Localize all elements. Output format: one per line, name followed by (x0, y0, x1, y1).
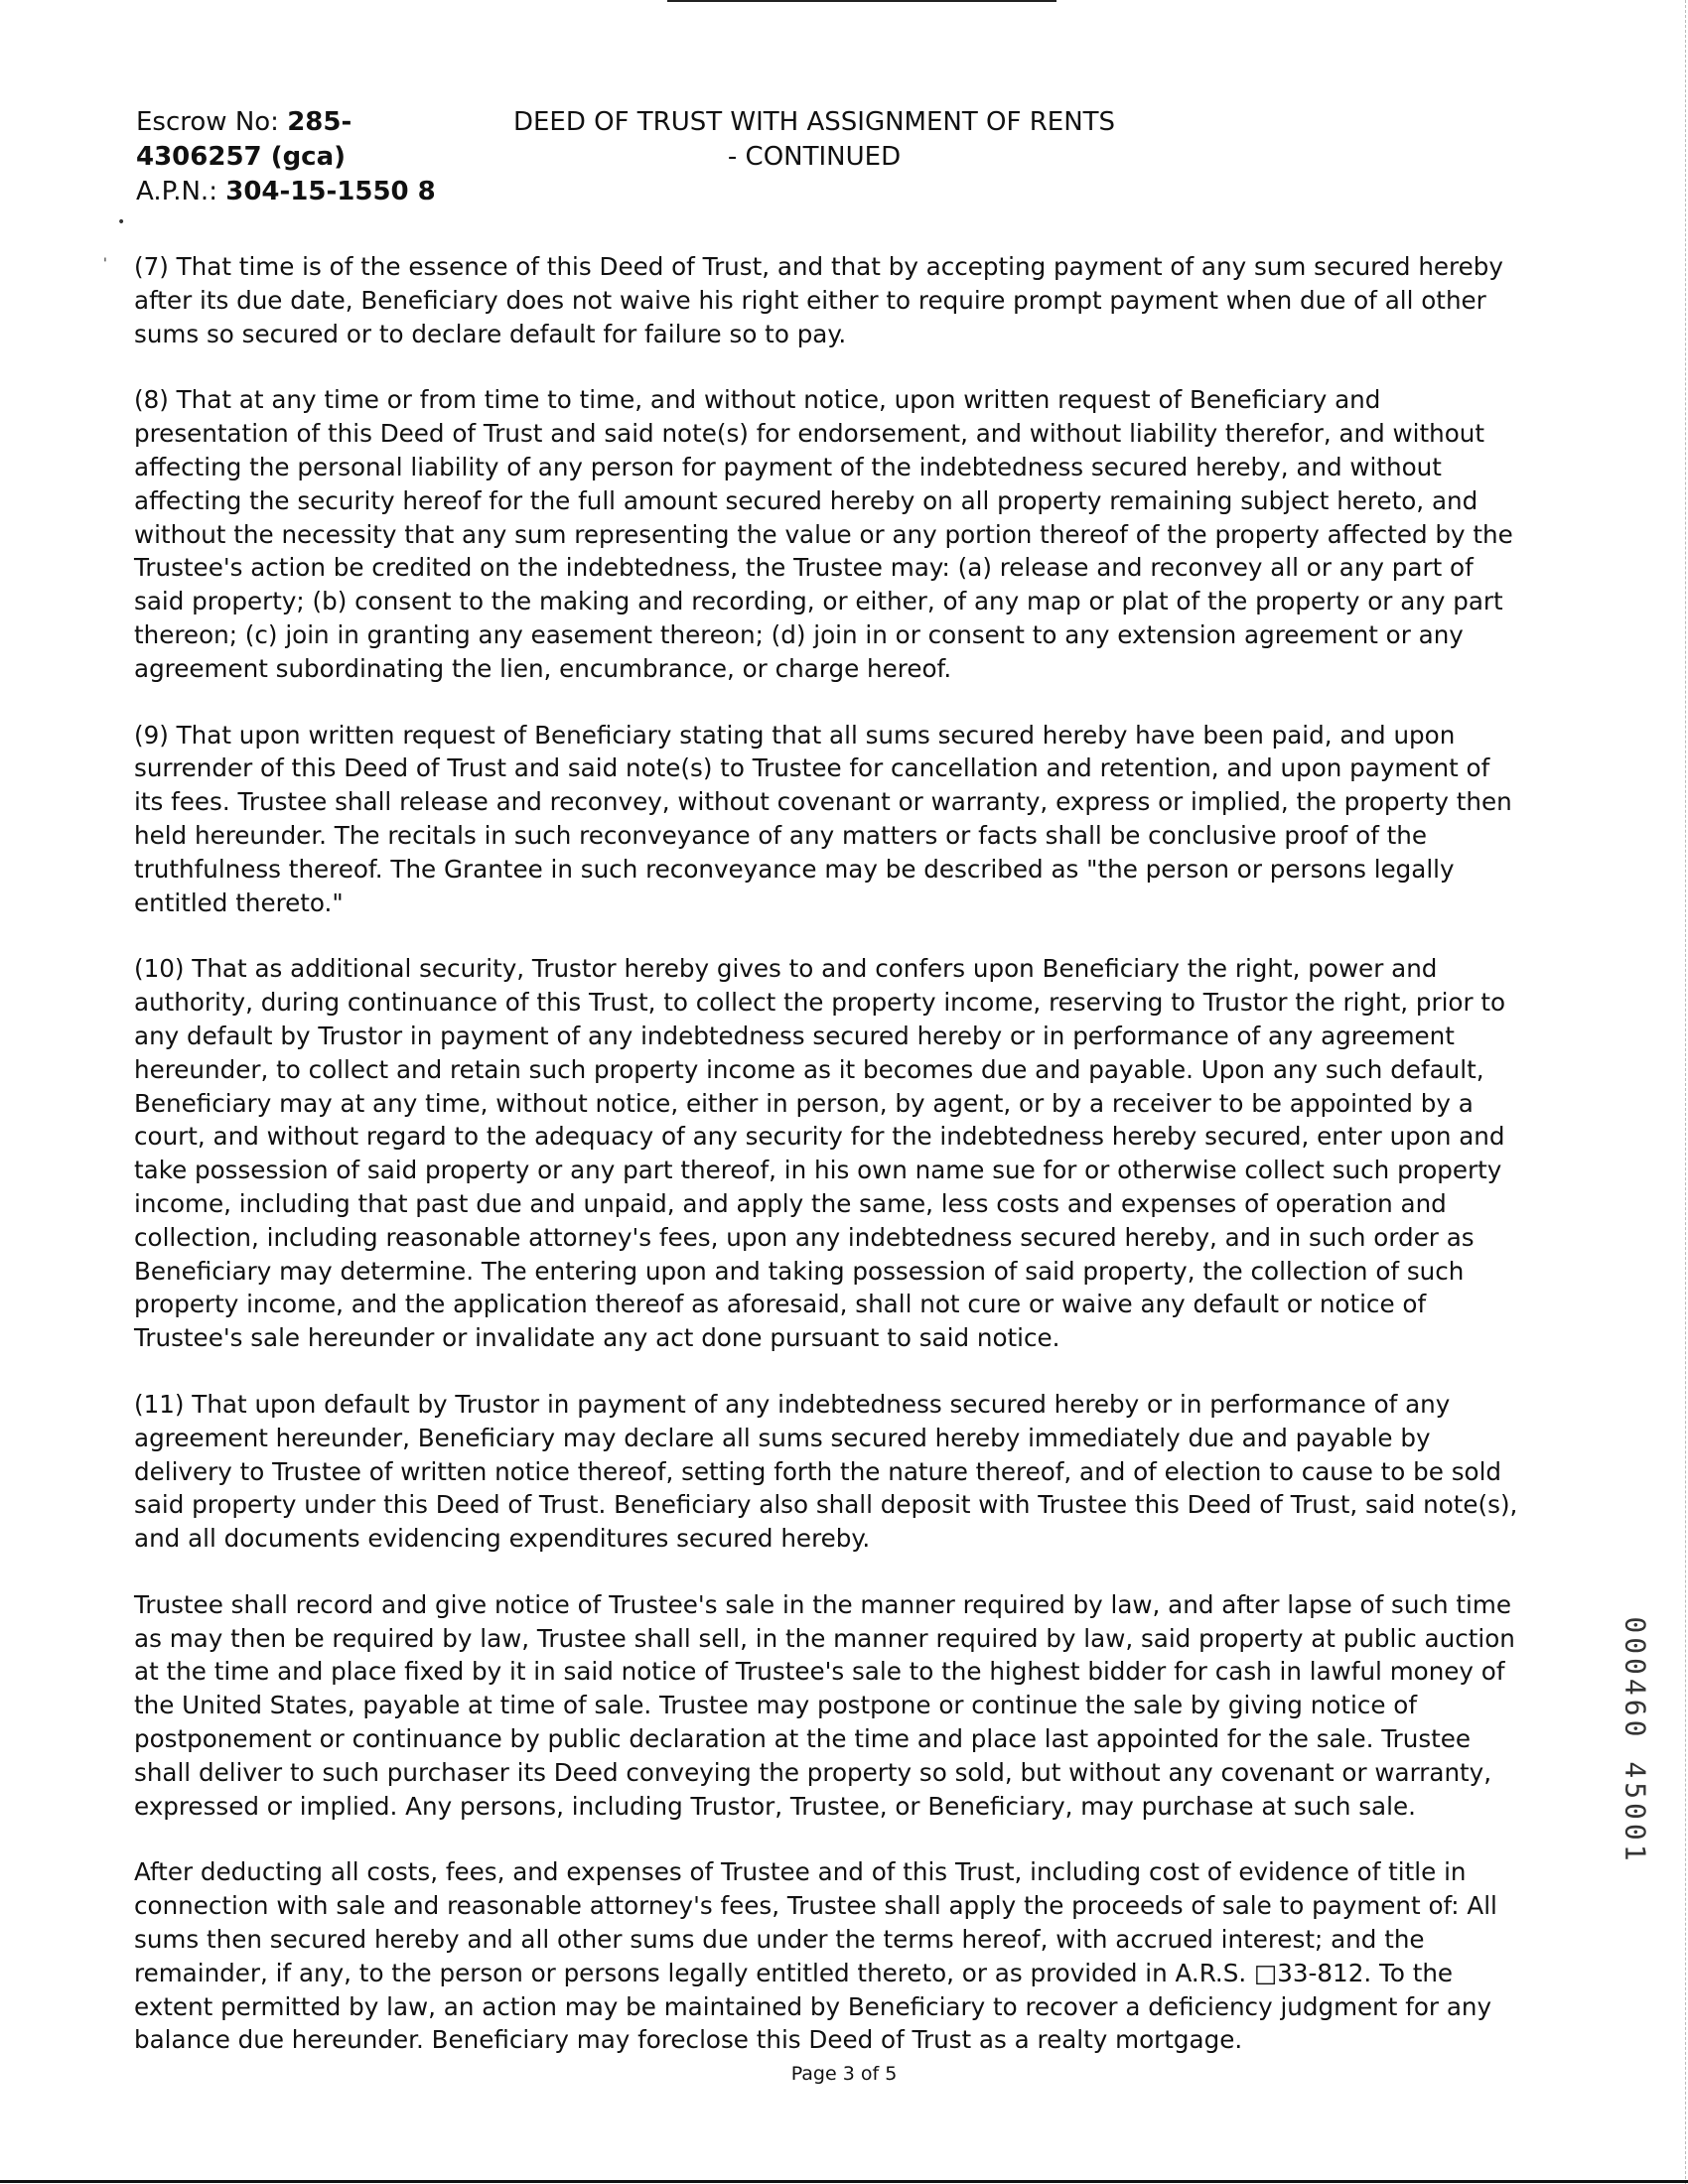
paragraph-10: (10) That as additional security, Trustor hereby gives to and confers upon Beneficiary the right, power and authority, during continuance of this Trust, to collect the property income, reserving to Trustor the right, prior to any default by Trustor in payment of any indebtedness secured hereby or in performance of any agreement hereunder, to collect and retain such property income as it becomes due and payable. Upon any such default, Beneficiary may at any time, without notice, either in person, by agent, or by a receiver to be appointed by a court, and without regard to the adequacy of any security for the indebtedness hereby secured, enter upon and take possession of said property or any part thereof, in his own name sue for or otherwise collect such property income, including that past due and unpaid, and apply the same, less costs and expenses of operation and collection, including reasonable attorney's fees, upon any indebtedness secured hereby, and in such order as Beneficiary may determine. The entering upon and taking possession of said property, the collection of such property income, and the application thereof as aforesaid, shall not cure or waive any default or notice of Trustee's sale hereunder or invalidate any act done pursuant to said notice. (134, 954, 1506, 1353)
page-number: Page 3 of 5 (790, 2063, 898, 2085)
escrow-line-2 (136, 140, 464, 175)
apn-line (136, 175, 464, 209)
side-stamp-text: 000460 45001 (1618, 1616, 1652, 1865)
document-body (134, 250, 1524, 2090)
paragraph-11: (11) That upon default by Trustor in payment of any indebtedness secured hereby or in performance of any agreement hereunder, Beneficiary may declare all sums secured hereby immediately due and payable by delivery to Trustee of written notice thereof, setting forth the nature thereof, and of election to cause to be sold said property under this Deed of Trust. Beneficiary also shall deposit with Trustee this Deed of Trust, said note(s), and all documents evidencing expenditures secured hereby. (134, 1389, 1518, 1554)
paragraph-9: (9) That upon written request of Beneficiary stating that all sums secured hereby have been paid, and upon surrender of this Deed of Trust and said note(s) to Trustee for cancellation and retention, and upon payment of its fees. Trustee shall release and reconvey, without covenant or warranty, express or implied, the property then held hereunder. The recitals in such reconveyance of any matters or facts shall be conclusive proof of the truthfulness thereof. The Grantee in such reconveyance may be described as "the person or persons legally entitled thereto." (134, 720, 1512, 917)
paragraph-7: (7) That time is of the essence of this Deed of Trust, and that by accepting payment of any sum secured hereby after its due date, Beneficiary does not waive his right either to require prompt payment when due of all other sums so secured or to declare default for failure so to pay. (134, 252, 1503, 348)
paragraph-trustee-sale: Trustee shall record and give notice of Trustee's sale in the manner required by law, and after lapse of such time as may then be required by law, Trustee shall sell, in the manner required by law, said property at public auction at the time and place fixed by it in said notice of Trustee's sale to the highest bidder for cash in lawful money of the United States, payable at time of sale. Trustee may postpone or continue the sale by giving notice of postponement or continuance by public declaration at the time and place last appointed for the sale. Trustee shall deliver to such purchaser its Deed conveying the property so sold, but without any covenant or warranty, expressed or implied. Any persons, including Trustor, Trustee, or Beneficiary, may purchase at such sale. (134, 1589, 1515, 1821)
escrow-line-1 (136, 105, 464, 140)
scan-mark-tick: ' (103, 256, 107, 272)
document-title-line1: DEED OF TRUST WITH ASSIGNMENT OF RENTS (512, 107, 1116, 137)
escrow-apn-block (136, 105, 464, 209)
escrow-number-part2: 4306257 (gca) (136, 142, 347, 172)
escrow-number-part1: 285- (287, 107, 352, 137)
top-rule (667, 0, 1056, 2)
bottom-rule (0, 2180, 1688, 2183)
scan-mark-dot: • (117, 214, 126, 230)
escrow-label: Escrow No: (136, 107, 288, 137)
paragraph-proceeds: After deducting all costs, fees, and expenses of Trustee and of this Trust, including cost of evidence of title in connection with sale and reasonable attorney's fees, Trustee shall apply the proceeds of sale to payment of: All sums then secured hereby and all other sums due under the terms hereof, with accrued interest; and the remainder, if any, to the person or persons legally entitled thereto, or as provided in A.R.S. □33-812. To the extent permitted by law, an action may be maintained by Beneficiary to recover a deficiency judgment for any balance due hereunder. Beneficiary may foreclose this Deed of Trust as a realty mortgage. (134, 1857, 1497, 2055)
side-stamp (1620, 1595, 1650, 1893)
apn-label: A.P.N.: (136, 177, 226, 206)
document-title-line2: - CONTINUED (727, 142, 902, 172)
document-title (496, 105, 1132, 175)
right-edge-line (1685, 0, 1686, 2184)
apn-value: 304-15-1550 8 (225, 177, 436, 206)
paragraph-8: (8) That at any time or from time to time, and without notice, upon written request of Beneficiary and presentation of this Deed of Trust and said note(s) for endorsement, and without liability therefor, and without affecting the personal liability of any person for payment of the indebtedness secured hereby, and without affecting the security hereof for the full amount secured hereby on all property remaining subject hereto, and without the necessity that any sum representing the value or any portion thereof of the property affected by the Trustee's action be credited on the indebtedness, the Trustee may: (a) release and reconvey all or any part of said property; (b) consent to the making and recording, or either, of any map or plat of the property or any part thereon; (c) join in granting any easement thereon; (d) join in or consent to any extension agreement or any agreement subordinating the lien, encumbrance, or charge hereof. (134, 385, 1513, 683)
